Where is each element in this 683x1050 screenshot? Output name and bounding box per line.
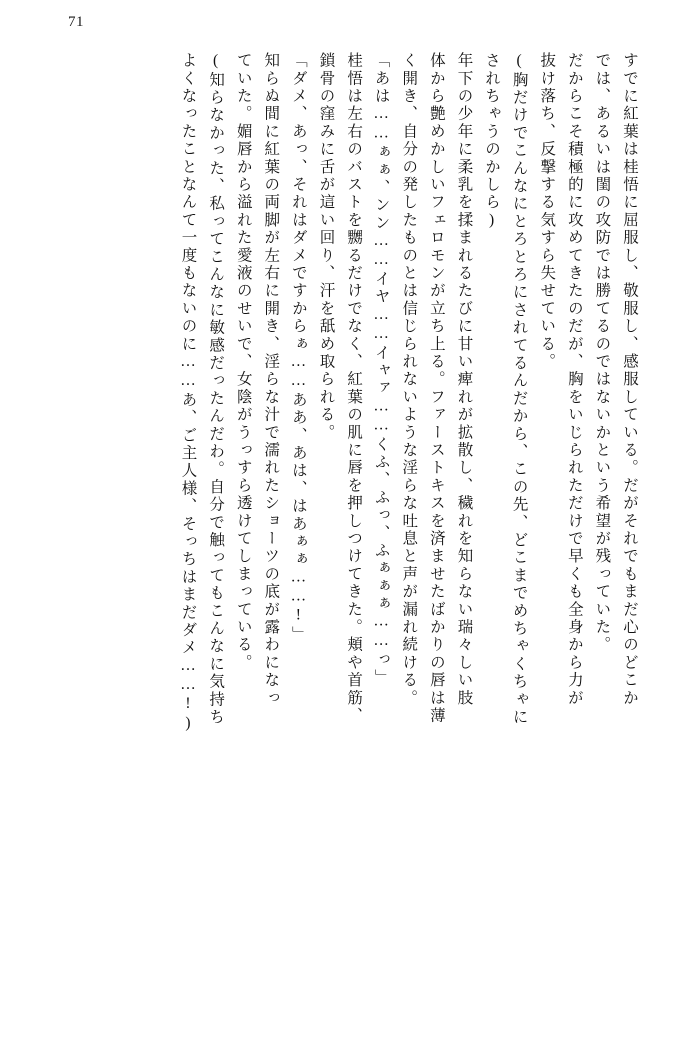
page-number: 71: [68, 14, 84, 30]
text-line: 「ダメ、あっ、それはダメですからぁ……ああ、あは、はあぁぁ……!」: [289, 52, 307, 644]
text-line: 鎖骨の窪みに舌が這い回り、汗を舐め取られる。: [317, 52, 335, 442]
vertical-text-block: [44, 52, 637, 1020]
text-line: 桂悟は左右のバストを嬲るだけでなく、紅葉の肌に唇を押しつけてきた。頬や首筋、: [345, 52, 363, 725]
text-line: よくなったことなんて一度もないのに……あ、ご主人様、そっちはまだダメ……!): [179, 52, 197, 734]
text-line: 「あは……ぁぁ、ンン……イヤ……イャァ……くふ、ふっ、ふぁぁぁ……っ」: [372, 52, 390, 687]
text-line: (胸だけでこんなにとろとろにされてるんだから、この先、どこまでめちゃくちゃに: [510, 52, 528, 727]
text-line: ていた。媚唇から溢れた愛液のせいで、女陰がうっすら透けてしまっている。: [234, 52, 252, 672]
text-line: 抜け落ち、反撃する気すら失せている。: [538, 52, 556, 371]
text-line: では、あるいは閨の攻防では勝てるのではないかという希望が残っていた。: [593, 52, 611, 654]
text-line: 知らぬ間に紅葉の両脚が左右に開き、淫らな汁で濡れたショーツの底が露わになっ: [262, 52, 280, 707]
text-line: く開き、自分の発したものとは信じられないような淫らな吐息と声が漏れ続ける。: [400, 52, 418, 707]
text-line: だからこそ積極的に攻めてきたのだが、胸をいじられただけで早くも全身から力が: [565, 52, 583, 707]
text-line: 年下の少年に柔乳を揉まれるたびに甘い痺れが拡散し、穢れを知らない瑞々しい肢: [455, 52, 473, 707]
text-line: 体から艶めかしいフェロモンが立ち上る。ファーストキスを済ませたばかりの唇は薄: [427, 52, 445, 725]
text-line: (知らなかった、私ってこんなに敏感だったんだわ。自分で触ってもこんなに気持ち: [207, 52, 225, 727]
text-line: すでに紅葉は桂悟に屈服し、敬服し、感服している。だがそれでもまだ心のどこか: [621, 52, 638, 707]
text-line: されちゃうのかしら): [483, 52, 501, 231]
